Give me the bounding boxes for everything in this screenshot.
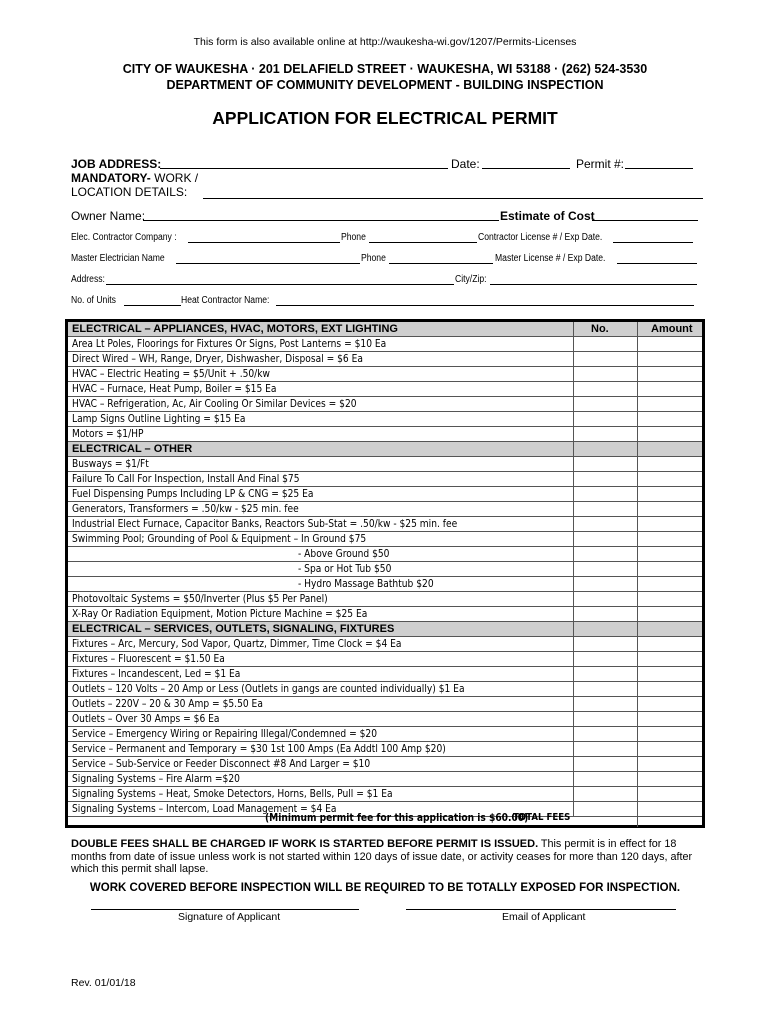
fee-amount-field[interactable] [637, 532, 703, 546]
contractor-phone-field[interactable] [369, 242, 477, 243]
fee-amount-field[interactable] [637, 712, 703, 726]
fee-quantity-field[interactable] [573, 772, 638, 786]
fee-amount-field[interactable] [637, 682, 703, 696]
minimum-fee-row [68, 810, 702, 827]
fee-quantity-field[interactable] [573, 547, 638, 561]
contractor-phone-label: Phone [341, 232, 366, 243]
fee-quantity-field[interactable] [573, 337, 638, 351]
section-header-row [68, 322, 702, 337]
number-of-units-field[interactable] [124, 305, 181, 306]
fee-item-label: Service – Sub-Service or Feeder Disconnect #8 And Larger = $10 [72, 758, 371, 770]
fee-row [68, 457, 702, 472]
fee-row [68, 352, 702, 367]
fee-row [68, 382, 702, 397]
fee-item-label: HVAC – Electric Heating = $5/Unit + .50/kw [72, 368, 270, 380]
fee-quantity-field[interactable] [573, 592, 638, 606]
fee-item-label: Signaling Systems – Fire Alarm =$20 [72, 773, 240, 785]
fee-item-label: Outlets – 220V – 20 & 30 Amp = $5.50 Ea [72, 698, 263, 710]
fee-item-label: Swimming Pool; Grounding of Pool & Equipment – In Ground $75 [72, 533, 367, 545]
work-text: WORK / [150, 171, 199, 185]
form-title: APPLICATION FOR ELECTRICAL PERMIT [212, 108, 558, 128]
fee-quantity-field[interactable] [573, 472, 638, 486]
section-header-label: ELECTRICAL – SERVICES, OUTLETS, SIGNALING, FIXTURES [72, 623, 395, 635]
fee-row [68, 547, 702, 562]
job-address-field[interactable] [160, 168, 448, 169]
master-electrician-field[interactable] [176, 263, 360, 264]
fee-row [68, 652, 702, 667]
fee-quantity-field[interactable] [573, 682, 638, 696]
fee-quantity-field[interactable] [573, 502, 638, 516]
fee-row [68, 772, 702, 787]
fee-amount-field[interactable] [637, 487, 703, 501]
fee-amount-field[interactable] [637, 772, 703, 786]
master-license-label: Master License # / Exp Date. [495, 253, 606, 264]
fee-amount-field[interactable] [637, 592, 703, 606]
master-license-field[interactable] [617, 263, 697, 264]
column-header-amount: Amount [651, 323, 693, 335]
fee-item-label: Service – Emergency Wiring or Repairing Illegal/Condemned = $20 [72, 728, 378, 740]
fee-row [68, 757, 702, 772]
fee-item-label: Photovoltaic Systems = $50/Inverter (Plus $5 Per Panel) [72, 593, 328, 605]
fee-item-label: X-Ray Or Radiation Equipment, Motion Picture Machine = $25 Ea [72, 608, 368, 620]
fee-row [68, 367, 702, 382]
fee-quantity-field[interactable] [573, 667, 638, 681]
fee-amount-field[interactable] [637, 412, 703, 426]
fee-item-label: Signaling Systems – Intercom, Load Management = $4 Ea [72, 803, 337, 815]
fee-item-label: Fixtures – Incandescent, Led = $1 Ea [72, 668, 241, 680]
fee-item-label: Failure To Call For Inspection, Install And Final $75 [72, 473, 300, 485]
fee-amount-field[interactable] [637, 367, 703, 381]
master-electrician-label: Master Electrician Name [71, 253, 165, 264]
heat-contractor-field[interactable] [276, 305, 694, 306]
fee-row [68, 427, 702, 442]
heat-contractor-label: Heat Contractor Name: [181, 295, 270, 306]
fee-item-label: Direct Wired – WH, Range, Dryer, Dishwasher, Disposal = $6 Ea [72, 353, 363, 365]
fee-row [68, 517, 702, 532]
owner-name-field[interactable] [143, 220, 499, 221]
minimum-fee-note: (Minimum permit fee for this application is $60.00) [265, 812, 529, 824]
fee-item-label: Outlets – 120 Volts – 20 Amp or Less (Outlets in gangs are counted individually) $1 Ea [72, 683, 465, 695]
fee-amount-field[interactable] [637, 652, 703, 666]
fee-amount-field[interactable] [637, 562, 703, 576]
city-address-line: CITY OF WAUKESHA · 201 DELAFIELD STREET · WAUKESHA, WI 53188 · (262) 524-3530 [122, 62, 648, 76]
mandatory-text: MANDATORY- [71, 171, 151, 185]
email-field[interactable] [406, 909, 676, 910]
fee-quantity-field[interactable] [573, 652, 638, 666]
fee-amount-field[interactable] [637, 517, 703, 531]
fee-quantity-field[interactable] [573, 397, 638, 411]
fee-amount-field[interactable] [637, 472, 703, 486]
master-phone-label: Phone [361, 253, 386, 264]
fee-row [68, 472, 702, 487]
city-zip-field[interactable] [490, 284, 697, 285]
permit-number-label: Permit #: [576, 157, 625, 171]
fee-item-label: - Hydro Massage Bathtub $20 [298, 578, 434, 590]
fee-row [68, 397, 702, 412]
fee-row [68, 712, 702, 727]
fee-row [68, 577, 702, 592]
header-amount-cell [637, 622, 703, 636]
fee-item-label: - Spa or Hot Tub $50 [298, 563, 392, 575]
city-zip-label: City/Zip: [455, 274, 487, 285]
fee-amount-field[interactable] [637, 697, 703, 711]
header-amount-cell [637, 442, 703, 456]
fee-quantity-field[interactable] [573, 727, 638, 741]
fee-amount-field[interactable] [637, 397, 703, 411]
mandatory-work-label [71, 171, 198, 185]
fee-quantity-field[interactable] [573, 607, 638, 621]
section-header-label: ELECTRICAL – APPLIANCES, HVAC, MOTORS, EXT LIGHTING [72, 323, 398, 335]
location-details-field[interactable] [203, 198, 703, 199]
fee-item-label: - Above Ground $50 [298, 548, 390, 560]
fee-amount-field[interactable] [637, 502, 703, 516]
fee-row [68, 337, 702, 352]
column-header-no: No. [591, 323, 609, 335]
fee-amount-field[interactable] [637, 727, 703, 741]
fee-amount-field[interactable] [637, 547, 703, 561]
fee-amount-field[interactable] [637, 637, 703, 651]
fee-item-label: Lamp Signs Outline Lighting = $15 Ea [72, 413, 246, 425]
address-label: Address: [71, 274, 105, 285]
fee-amount-field[interactable] [637, 382, 703, 396]
fee-quantity-field[interactable] [573, 562, 638, 576]
fee-item-label: Generators, Transformers = .50/kw - $25 min. fee [72, 503, 299, 515]
fee-amount-field[interactable] [637, 352, 703, 366]
section-header-row [68, 622, 702, 637]
owner-name-label: Owner Name: [71, 209, 146, 223]
section-header-label: ELECTRICAL – OTHER [72, 443, 193, 455]
date-field[interactable] [482, 168, 570, 169]
fee-quantity-field[interactable] [573, 787, 638, 801]
estimate-of-cost-field[interactable] [592, 220, 698, 221]
fee-quantity-field[interactable] [573, 742, 638, 756]
fee-quantity-field[interactable] [573, 532, 638, 546]
fee-table [65, 319, 705, 828]
fee-item-label: Area Lt Poles, Floorings for Fixtures Or Signs, Post Lanterns = $10 Ea [72, 338, 387, 350]
contractor-license-field[interactable] [613, 242, 693, 243]
fee-quantity-field[interactable] [573, 712, 638, 726]
fee-amount-field[interactable] [637, 667, 703, 681]
fee-item-label: Industrial Elect Furnace, Capacitor Banks, Reactors Sub-Stat = .50/kw - $25 min. fee [72, 518, 458, 530]
fee-amount-field[interactable] [637, 757, 703, 771]
fee-row [68, 562, 702, 577]
fee-quantity-field[interactable] [573, 487, 638, 501]
work-covered-notice: WORK COVERED BEFORE INSPECTION WILL BE REQUIRED TO BE TOTALLY EXPOSED FOR INSPECTION. [89, 882, 681, 894]
fee-row [68, 697, 702, 712]
fee-row [68, 532, 702, 547]
estimate-of-cost-label: Estimate of Cost [500, 209, 595, 223]
fee-row [68, 682, 702, 697]
date-label: Date: [451, 157, 480, 171]
fee-item-label: Fixtures – Fluorescent = $1.50 Ea [72, 653, 225, 665]
online-availability-note: This form is also available online at http://waukesha-wi.gov/1207/Permits-Licenses [193, 36, 577, 48]
double-fees-bold: DOUBLE FEES SHALL BE CHARGED IF WORK IS STARTED BEFORE PERMIT IS ISSUED. [71, 838, 539, 850]
signature-field[interactable] [91, 909, 359, 910]
fee-amount-field[interactable] [637, 577, 703, 591]
fee-item-label: Service – Permanent and Temporary = $30 1st 100 Amps (Ea Addtl 100 Amp $20) [72, 743, 446, 755]
master-phone-field[interactable] [389, 263, 493, 264]
fee-amount-field[interactable] [637, 787, 703, 801]
fee-row [68, 502, 702, 517]
fee-row [68, 667, 702, 682]
fee-quantity-field[interactable] [573, 757, 638, 771]
fee-item-label: Outlets – Over 30 Amps = $6 Ea [72, 713, 220, 725]
fee-row [68, 727, 702, 742]
fee-amount-field[interactable] [637, 607, 703, 621]
fee-item-label: Busways = $1/Ft [72, 458, 149, 470]
total-fees-label: TOTAL FEES [513, 812, 571, 823]
fee-quantity-field[interactable] [573, 367, 638, 381]
fee-quantity-field[interactable] [573, 637, 638, 651]
fee-quantity-field[interactable] [573, 382, 638, 396]
fee-quantity-field[interactable] [573, 517, 638, 531]
fee-quantity-field[interactable] [573, 577, 638, 591]
fee-amount-field[interactable] [637, 742, 703, 756]
fee-row [68, 607, 702, 622]
header-no-cell [573, 622, 638, 636]
job-address-label: JOB ADDRESS: [71, 157, 162, 171]
fee-quantity-field[interactable] [573, 457, 638, 471]
number-of-units-label: No. of Units [71, 295, 116, 306]
fee-row [68, 637, 702, 652]
double-fees-rest: This permit is in effect for 18 months from date of issue unless work is not started within 120 days of issue date, or activity ceases for more than 120 days, after which this permit shall lapse. [71, 838, 693, 875]
permit-number-field[interactable] [625, 168, 693, 169]
fee-amount-field[interactable] [637, 337, 703, 351]
elec-contractor-company-label: Elec. Contractor Company : [71, 232, 177, 243]
fee-item-label: HVAC – Refrigeration, Ac, Air Cooling Or Similar Devices = $20 [72, 398, 357, 410]
total-fees-field[interactable] [637, 810, 703, 827]
fee-item-label: HVAC – Furnace, Heat Pump, Boiler = $15 Ea [72, 383, 277, 395]
elec-contractor-company-field[interactable] [188, 242, 340, 243]
fee-item-label: Signaling Systems – Heat, Smoke Detectors, Horns, Bells, Pull = $1 Ea [72, 788, 393, 800]
fee-row [68, 742, 702, 757]
fee-quantity-field[interactable] [573, 352, 638, 366]
fee-quantity-field[interactable] [573, 412, 638, 426]
revision-date: Rev. 01/01/18 [71, 977, 136, 989]
fee-quantity-field[interactable] [573, 697, 638, 711]
email-label: Email of Applicant [502, 911, 586, 923]
fee-amount-field[interactable] [637, 457, 703, 471]
fee-amount-field[interactable] [637, 427, 703, 441]
fee-quantity-field[interactable] [573, 427, 638, 441]
header-no-cell [573, 442, 638, 456]
section-header-row [68, 442, 702, 457]
fee-item-label: Motors = $1/HP [72, 428, 144, 440]
fee-item-label: Fixtures – Arc, Mercury, Sod Vapor, Quartz, Dimmer, Time Clock = $4 Ea [72, 638, 402, 650]
double-fees-notice [71, 838, 711, 876]
fee-row [68, 592, 702, 607]
address-field[interactable] [106, 284, 454, 285]
contractor-license-label: Contractor License # / Exp Date. [478, 232, 603, 243]
fee-row [68, 412, 702, 427]
signature-label: Signature of Applicant [178, 911, 281, 923]
department-name: DEPARTMENT OF COMMUNITY DEVELOPMENT - BUILDING INSPECTION [166, 78, 604, 92]
location-details-label: LOCATION DETAILS: [71, 185, 188, 199]
fee-row [68, 787, 702, 802]
fee-item-label: Fuel Dispensing Pumps Including LP & CNG = $25 Ea [72, 488, 314, 500]
fee-row [68, 487, 702, 502]
